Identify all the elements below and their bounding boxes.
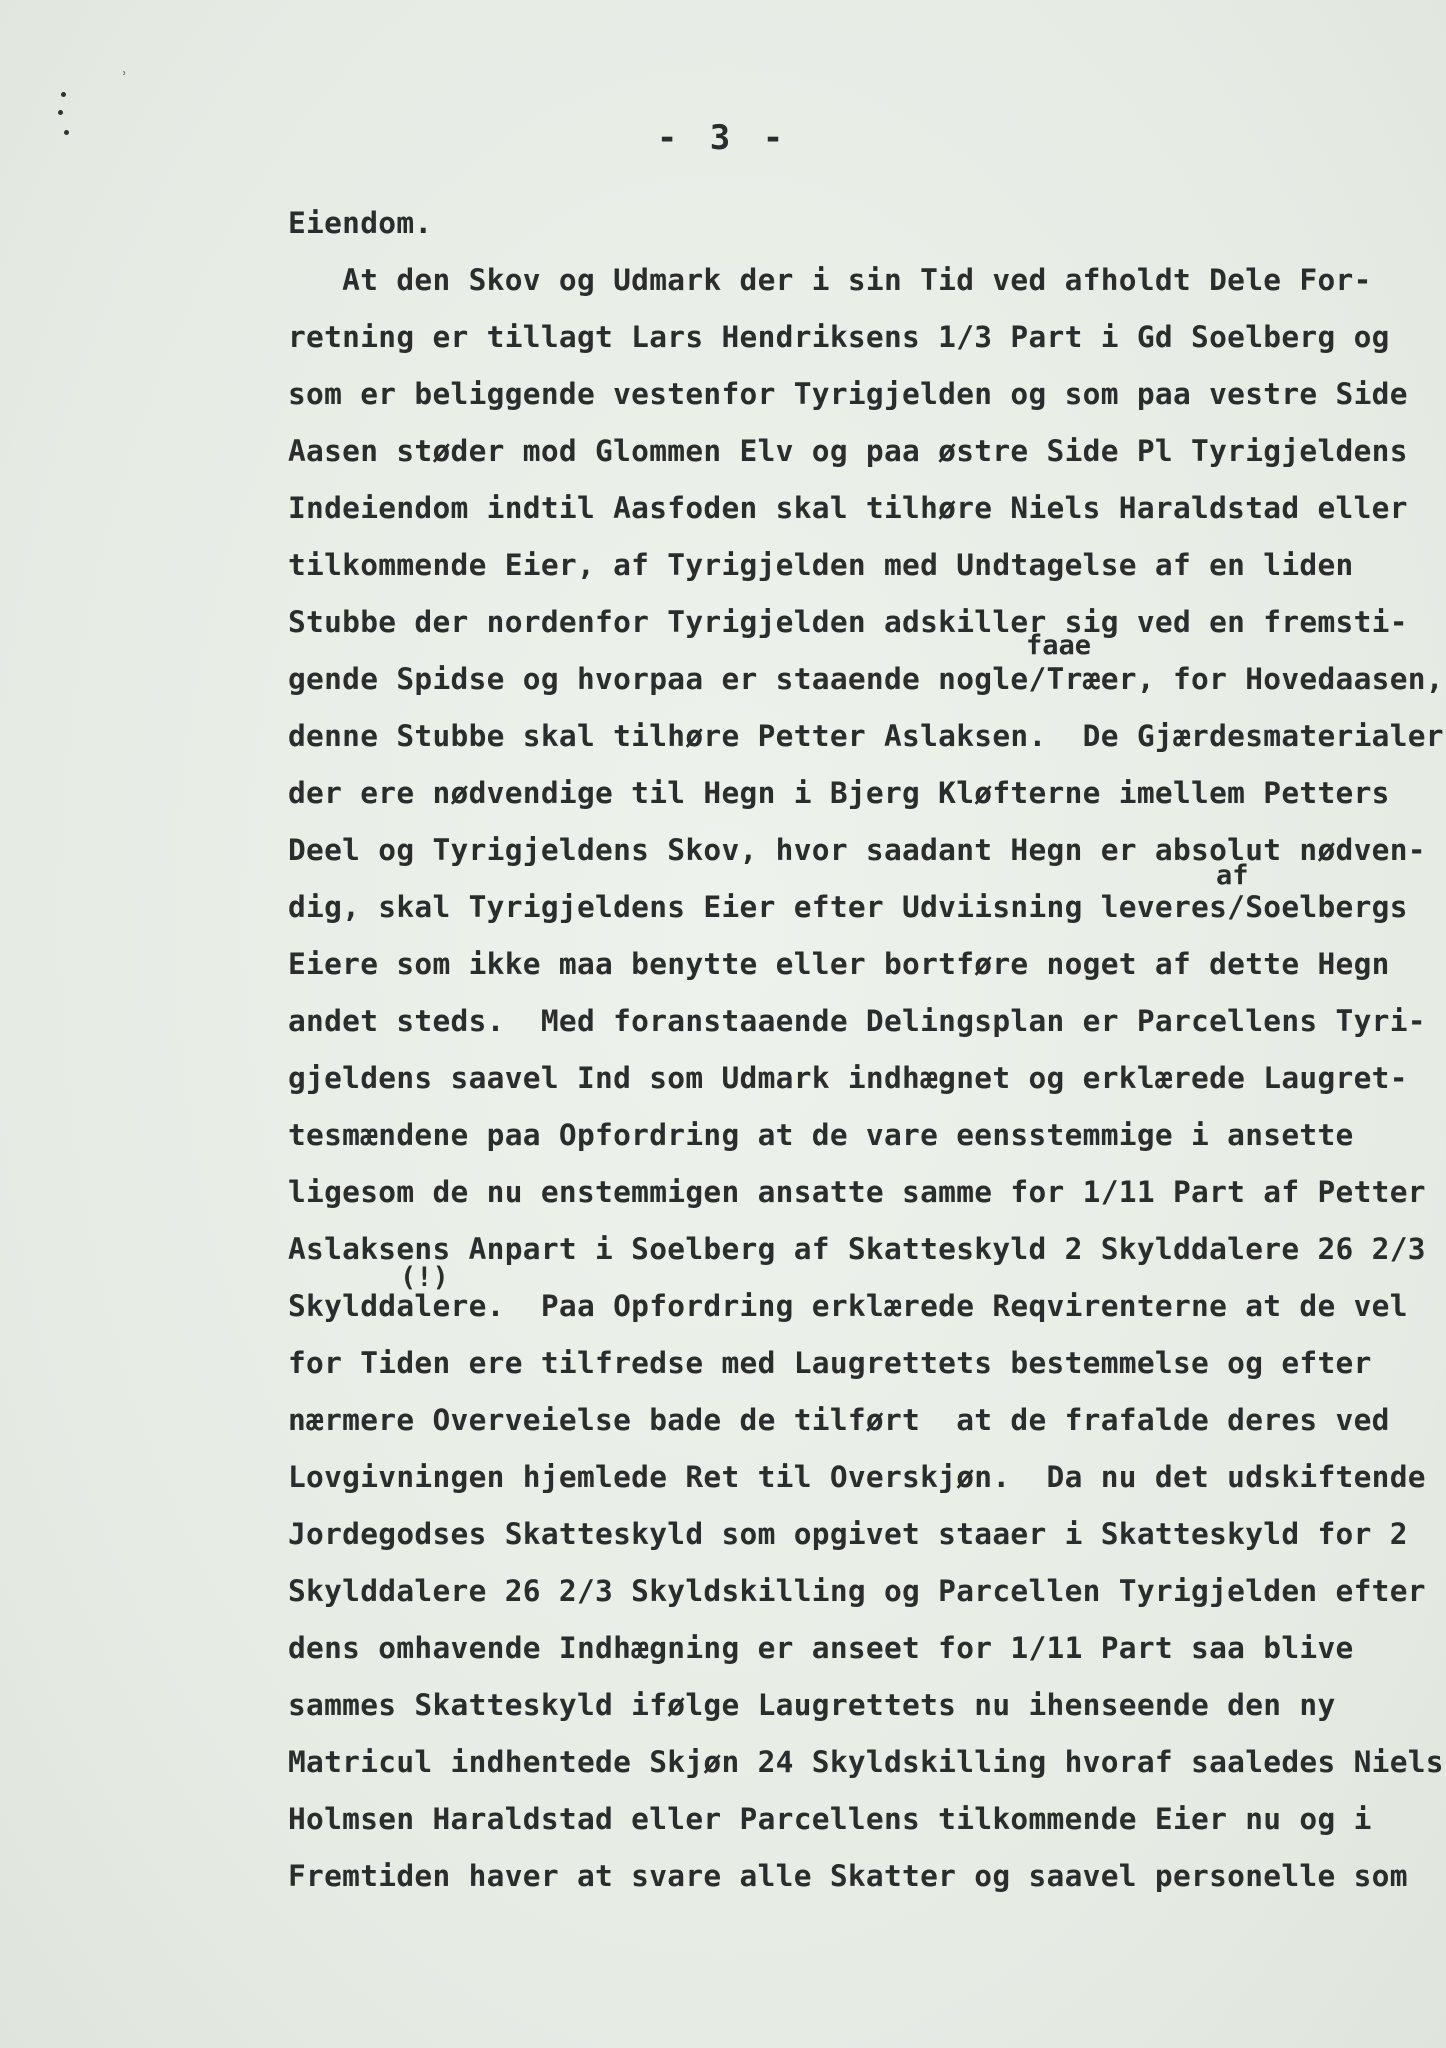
text-line-12: Deel og Tyrigjeldens Skov, hvor saadant Hegn er absolut nødven- bbox=[288, 833, 1426, 867]
text-line-20: Skylddalere. Paa Opfordring erklærede Reqvirenterne at de vel bbox=[288, 1289, 1408, 1323]
text-line-5: Aasen støder mod Glommen Elv og paa østre Side Pl Tyrigjeldens bbox=[288, 434, 1408, 468]
text-line-26: dens omhavende Indhægning er anseet for 1/11 Part saa blive bbox=[288, 1631, 1354, 1665]
text-line-27: sammes Skatteskyld ifølge Laugrettets nu ihenseende den ny bbox=[288, 1688, 1336, 1722]
text-line-19: Aslaksens Anpart i Soelberg af Skatteskyld 2 Skylddalere 26 2/3 bbox=[288, 1232, 1426, 1266]
page-number: - 3 - bbox=[656, 118, 790, 158]
interlinear-insertion: af bbox=[1216, 860, 1249, 891]
text-line-22: nærmere Overveielse bade de tilført at de frafalde deres ved bbox=[288, 1403, 1390, 1437]
text-line-30: Fremtiden haver at svare alle Skatter og saavel personelle som bbox=[288, 1859, 1408, 1893]
text-line-24: Jordegodses Skatteskyld som opgivet staaer i Skatteskyld for 2 bbox=[288, 1517, 1408, 1551]
text-line-8: Stubbe der nordenfor Tyrigjelden adskiller sig ved en fremsti- bbox=[288, 605, 1408, 639]
text-line-16: gjeldens saavel Ind som Udmark indhægnet og erklærede Laugret- bbox=[288, 1061, 1408, 1095]
text-line-28: Matricul indhentede Skjøn 24 Skyldskilling hvoraf saaledes Niels bbox=[288, 1745, 1444, 1779]
text-line-10: denne Stubbe skal tilhøre Petter Aslaksen. De Gjærdesmaterialer bbox=[288, 719, 1444, 753]
interlinear-insertion: (!) bbox=[400, 1262, 449, 1293]
text-line-7: tilkommende Eier, af Tyrigjelden med Undtagelse af en liden bbox=[288, 548, 1354, 582]
text-line-25: Skylddalere 26 2/3 Skyldskilling og Parcellen Tyrigjelden efter bbox=[288, 1574, 1426, 1608]
text-line-4: som er beliggende vestenfor Tyrigjelden og som paa vestre Side bbox=[288, 377, 1408, 411]
interlinear-insertion: faae bbox=[1026, 630, 1092, 661]
corner-mark: ʾ bbox=[120, 70, 129, 86]
text-line-21: for Tiden ere tilfredse med Laugrettets bestemmelse og efter bbox=[288, 1346, 1372, 1380]
text-line-17: tesmændene paa Opfordring at de vare eensstemmige i ansette bbox=[288, 1118, 1354, 1152]
text-line-14: Eiere som ikke maa benytte eller bortføre noget af dette Hegn bbox=[288, 947, 1390, 981]
text-line-13: dig, skal Tyrigjeldens Eier efter Udviisning leveres/Soelbergs bbox=[288, 890, 1408, 924]
text-line-1: Eiendom. bbox=[288, 206, 433, 240]
text-line-9: gende Spidse og hvorpaa er staaende nogle/Træer, for Hovedaasen, bbox=[288, 662, 1444, 696]
text-line-3: retning er tillagt Lars Hendriksens 1/3 Part i Gd Soelberg og bbox=[288, 320, 1390, 354]
text-line-6: Indeiendom indtil Aasfoden skal tilhøre Niels Haraldstad eller bbox=[288, 491, 1408, 525]
text-line-29: Holmsen Haraldstad eller Parcellens tilkommende Eier nu og i bbox=[288, 1802, 1372, 1836]
text-line-11: der ere nødvendige til Hegn i Bjerg Kløfterne imellem Petters bbox=[288, 776, 1390, 810]
text-line-23: Lovgivningen hjemlede Ret til Overskjøn. Da nu det udskiftende bbox=[288, 1460, 1426, 1494]
text-line-15: andet steds. Med foranstaaende Delingsplan er Parcellens Tyri- bbox=[288, 1004, 1426, 1038]
text-line-18: ligesom de nu enstemmigen ansatte samme for 1/11 Part af Petter bbox=[288, 1175, 1426, 1209]
text-line-2: At den Skov og Udmark der i sin Tid ved afholdt Dele For- bbox=[288, 263, 1372, 297]
